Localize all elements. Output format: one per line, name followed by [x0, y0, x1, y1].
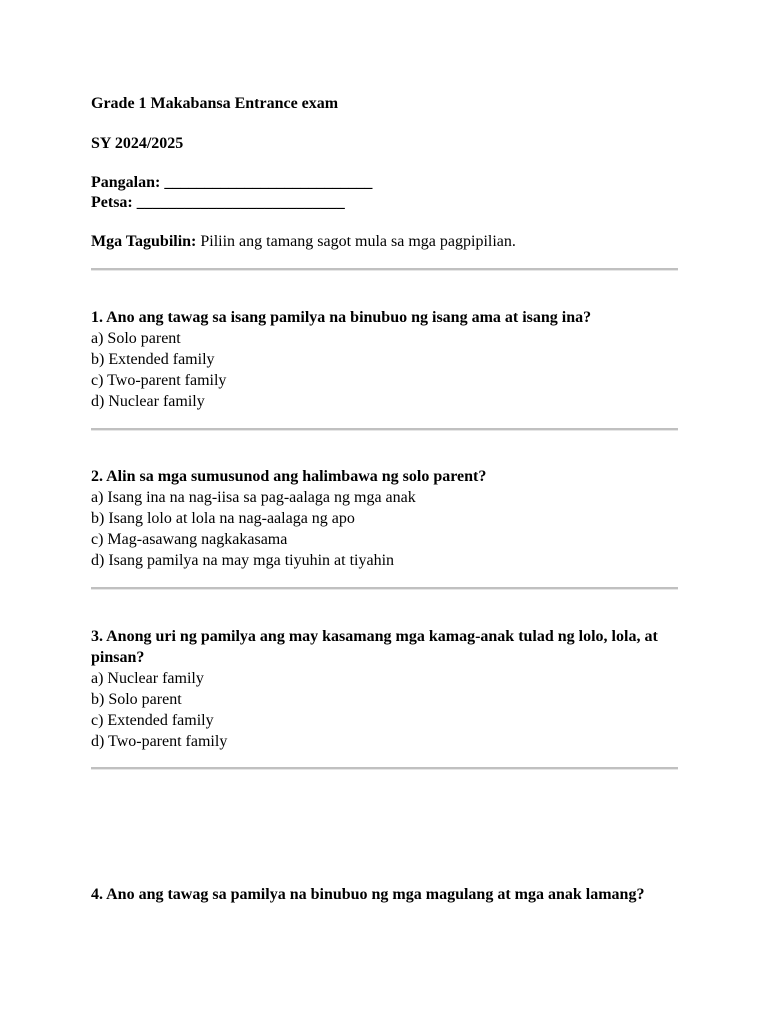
school-year: SY 2024/2025 — [91, 135, 184, 152]
question-1 — [91, 307, 681, 412]
question-3-option-a: a) Nuclear family — [91, 670, 204, 687]
divider — [91, 268, 678, 271]
name-field-label: Pangalan: __________________________ — [91, 174, 373, 191]
instructions-label: Mga Tagubilin: — [91, 233, 197, 250]
question-3-option-d: d) Two-parent family — [91, 733, 228, 750]
question-2 — [91, 466, 681, 571]
question-1-option-b: b) Extended family — [91, 351, 215, 368]
divider — [91, 587, 678, 590]
question-1-option-d: d) Nuclear family — [91, 393, 205, 410]
instructions — [91, 231, 681, 252]
question-3-option-b: b) Solo parent — [91, 691, 182, 708]
question-2-option-a: a) Isang ina na nag-iisa sa pag-aalaga ng mga anak — [91, 489, 416, 506]
question-3 — [91, 626, 681, 752]
question-2-option-d: d) Isang pamilya na may mga tiyuhin at tiyahin — [91, 552, 395, 569]
question-1-option-a: a) Solo parent — [91, 330, 181, 347]
question-2-text: 2. Alin sa mga sumusunod ang halimbawa ng solo parent? — [91, 468, 487, 485]
question-2-option-c: c) Mag-asawang nagkakasama — [91, 531, 288, 548]
question-3-text: 3. Anong uri ng pamilya ang may kasamang mga kamag-anak tulad ng lolo, lola, at pinsan? — [91, 628, 658, 666]
question-3-option-c: c) Extended family — [91, 712, 214, 729]
question-1-option-c: c) Two-parent family — [91, 372, 227, 389]
instructions-text: Piliin ang tamang sagot mula sa mga pagpipilian. — [196, 233, 516, 250]
divider — [91, 767, 678, 770]
question-1-text: 1. Ano ang tawag sa isang pamilya na binubuo ng isang ama at isang ina? — [91, 309, 592, 326]
date-field-label: Petsa: __________________________ — [91, 194, 345, 211]
divider — [91, 428, 678, 431]
question-4-text: 4. Ano ang tawag sa pamilya na binubuo ng mga magulang at mga anak lamang? — [91, 886, 645, 903]
exam-title: Grade 1 Makabansa Entrance exam — [91, 95, 339, 112]
question-4 — [91, 884, 681, 905]
question-2-option-b: b) Isang lolo at lola na nag-aalaga ng apo — [91, 510, 355, 527]
